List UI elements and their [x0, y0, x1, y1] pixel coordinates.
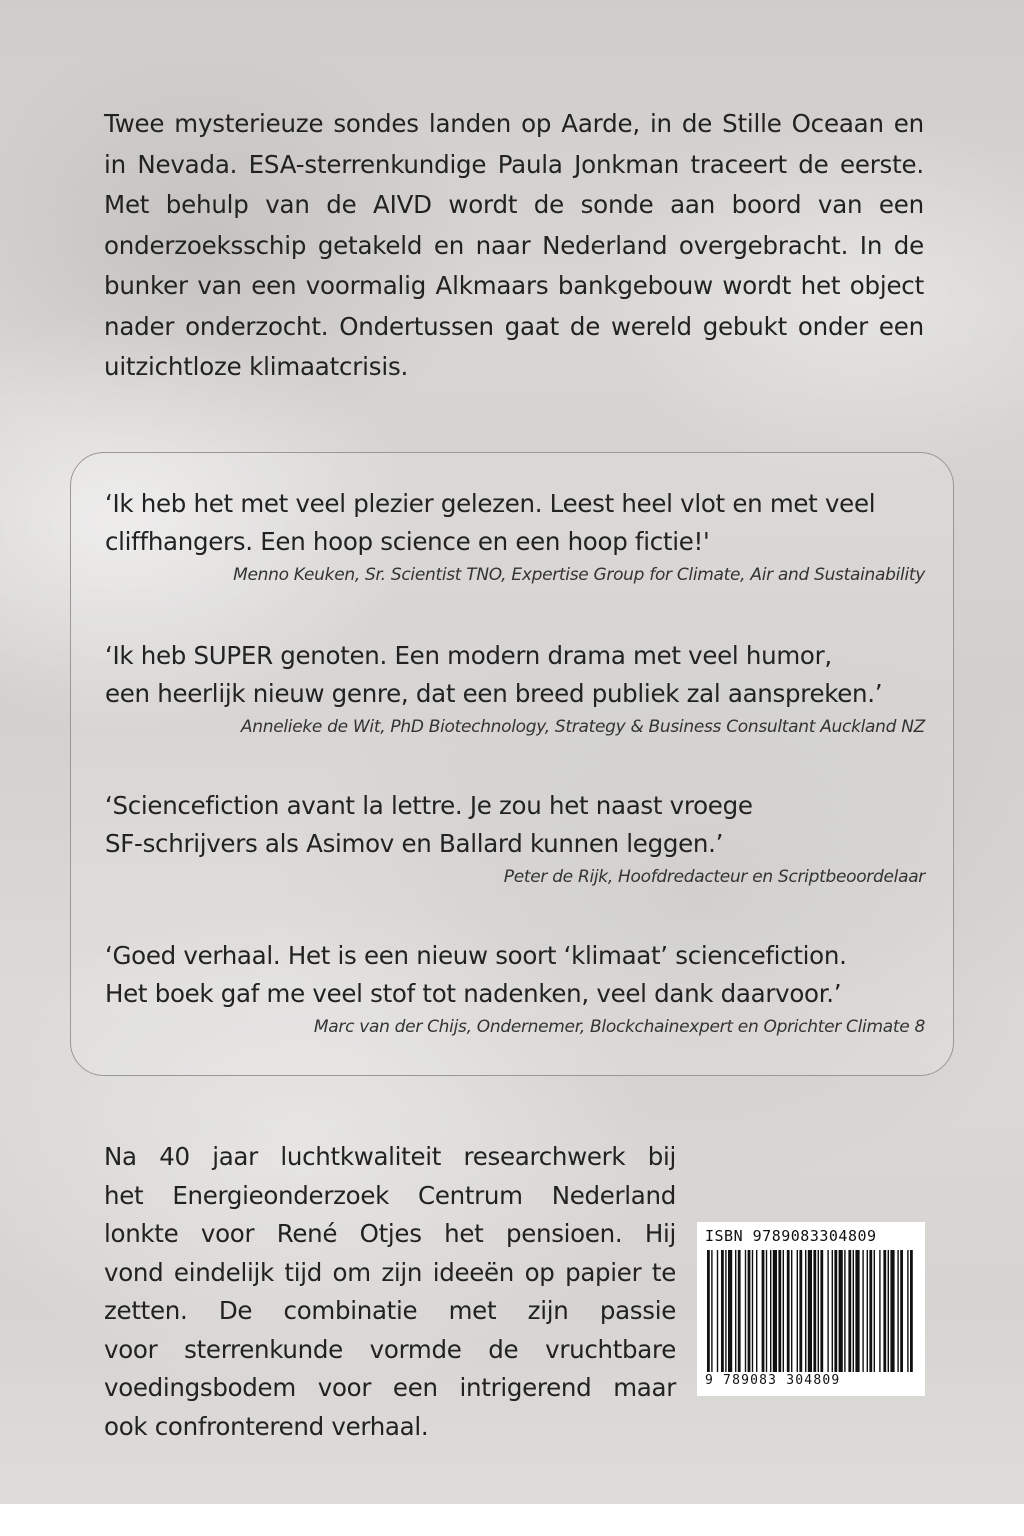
- review-quote-line: SF-schrijvers als Asimov en Ballard kunnen leggen.’: [105, 829, 724, 858]
- barcode-bars: [707, 1250, 915, 1372]
- barcode-bar: [762, 1250, 765, 1372]
- barcode-bar: [900, 1250, 903, 1372]
- barcode-bar: [827, 1250, 828, 1372]
- author-bio-line: voor sterrenkunde vormde de vruchtbare: [104, 1334, 676, 1364]
- review-attribution: Peter de Rijk, Hoofdredacteur en Scriptbeoordelaar: [503, 867, 925, 887]
- barcode-bar: [721, 1250, 724, 1372]
- barcode-bar: [869, 1250, 872, 1372]
- barcode-bar: [910, 1250, 913, 1372]
- review-quote-line: een heerlijk nieuw genre, dat een breed publiek zal aanspreken.’: [105, 679, 883, 708]
- barcode-bar: [728, 1250, 732, 1372]
- author-bio-line: het Energieonderzoek Centrum Nederland: [104, 1180, 676, 1210]
- author-bio-line: zetten. De combinatie met zijn passie: [104, 1296, 676, 1325]
- barcode-bar: [888, 1250, 889, 1372]
- barcode-bar: [748, 1250, 751, 1372]
- barcode-bar: [818, 1250, 819, 1372]
- barcode-bar: [820, 1250, 823, 1372]
- review-quote-line: ‘Goed verhaal. Het is een nieuw soort ‘klimaat’ sciencefiction.: [105, 941, 847, 970]
- reviews-panel: [70, 452, 954, 1076]
- barcode-bar: [783, 1250, 784, 1372]
- barcode-bar: [832, 1250, 833, 1372]
- review-3: [105, 787, 925, 889]
- barcode-bar: [874, 1250, 875, 1372]
- barcode-bar: [799, 1250, 802, 1372]
- barcode-bar: [711, 1250, 712, 1372]
- book-blurb: Twee mysterieuze sondes landen op Aarde, in de Stille Oceaan en in Nevada. ESA-sterrenkundige Paula Jonkman traceert de eerste. Met behulp van de AIVD wordt de sonde aan boord van een onderzoeksschip getakeld en naar Nederland overgebracht. In de bunker van een voormalig Alkmaars bankgebouw wordt het object nader onderzocht. Ondertussen gaat de wereld gebukt onder een uitzichtloze klimaatcrisis.: [104, 109, 924, 381]
- barcode-bar: [808, 1250, 812, 1372]
- review-attribution: Annelieke de Wit, PhD Biotechnology, Strategy & Business Consultant Auckland NZ: [240, 717, 925, 737]
- author-bio: [104, 1138, 676, 1446]
- barcode-digits: 9 789083 304809: [705, 1373, 841, 1388]
- review-1: [105, 485, 925, 587]
- review-quote-line: ‘Ik heb SUPER genoten. Een modern drama met veel humor,: [105, 641, 832, 670]
- barcode-bar: [907, 1250, 908, 1372]
- review-4: [105, 937, 925, 1039]
- barcode-bar: [862, 1250, 863, 1372]
- review-attribution: Menno Keuken, Sr. Scientist TNO, Expertise Group for Climate, Air and Sustainability: [233, 565, 925, 585]
- isbn-barcode: [697, 1222, 925, 1396]
- barcode-bar: [707, 1250, 710, 1372]
- barcode-bar: [756, 1250, 757, 1372]
- author-bio-line: voedingsbodem voor een intrigerend maar: [104, 1373, 676, 1402]
- barcode-bar: [844, 1250, 845, 1372]
- barcode-bar: [839, 1250, 843, 1372]
- review-2: [105, 637, 925, 739]
- review-quote-line: Het boek gaf me veel stof tot nadenken, veel dank daarvoor.’: [105, 979, 842, 1008]
- author-bio-line: vond eindelijk tijd om zijn ideeën op papier te: [104, 1257, 676, 1287]
- review-quote-line: ‘Ik heb het met veel plezier gelezen. Leest heel vlot en met veel: [105, 489, 876, 518]
- review-attribution: Marc van der Chijs, Ondernemer, Blockchainexpert en Oprichter Climate 8: [313, 1017, 925, 1037]
- barcode-bar: [848, 1250, 851, 1372]
- barcode-bar: [725, 1250, 726, 1372]
- review-quote: [105, 485, 925, 561]
- review-quote-line: ‘Sciencefiction avant la lettre. Je zou het naast vroege: [105, 791, 753, 820]
- barcode-bar: [879, 1250, 880, 1372]
- author-bio-line: ook confronterend verhaal.: [104, 1411, 429, 1441]
- barcode-bar: [773, 1250, 777, 1372]
- barcode-bar: [717, 1250, 718, 1372]
- barcode-bar: [890, 1250, 894, 1372]
- review-quote: [105, 787, 925, 863]
- barcode-bar: [735, 1250, 736, 1372]
- barcode-bar: [834, 1250, 837, 1372]
- barcode-bar: [813, 1250, 816, 1372]
- barcode-bar: [738, 1250, 741, 1372]
- barcode-bar: [766, 1250, 767, 1372]
- barcode-bar: [797, 1250, 798, 1372]
- barcode-bar: [745, 1250, 746, 1372]
- barcode-bar: [791, 1250, 792, 1372]
- isbn-label: ISBN 9789083304809: [705, 1227, 877, 1245]
- barcode-bar: [883, 1250, 886, 1372]
- barcode-bar: [853, 1250, 854, 1372]
- author-bio-line: lonkte voor René Otjes het pensioen. Hij: [104, 1219, 676, 1248]
- barcode-bar: [805, 1250, 806, 1372]
- barcode-bar: [752, 1250, 753, 1372]
- review-quote-line: cliffhangers. Een hoop science en een hoop fictie!': [105, 527, 710, 556]
- author-bio-line: Na 40 jaar luchtkwaliteit researchwerk bij: [104, 1142, 676, 1171]
- barcode-bar: [778, 1250, 781, 1372]
- barcode-bar: [787, 1250, 790, 1372]
- barcode-bar: [770, 1250, 771, 1372]
- barcode-bar: [897, 1250, 898, 1372]
- review-quote: [105, 637, 925, 713]
- review-quote: [105, 937, 925, 1013]
- barcode-bar: [867, 1250, 868, 1372]
- barcode-bar: [855, 1250, 859, 1372]
